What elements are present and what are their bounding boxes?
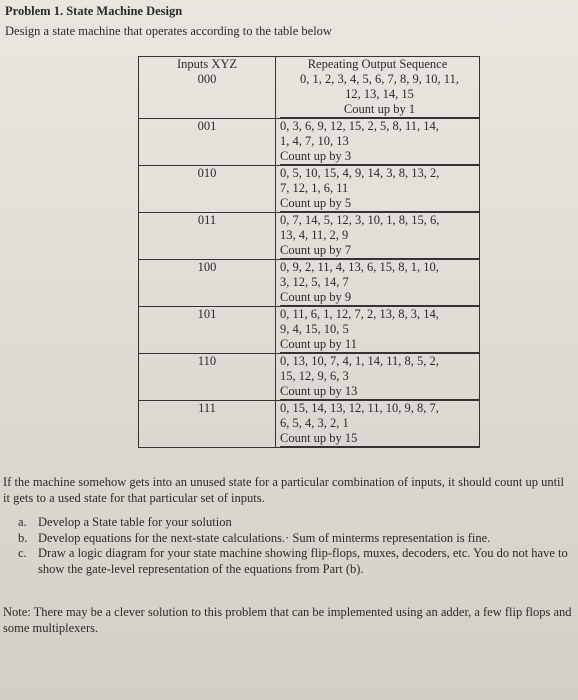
sequence-line: 15, 12, 9, 6, 3 bbox=[280, 369, 349, 383]
table-row bbox=[139, 213, 480, 260]
input-cell bbox=[139, 57, 276, 119]
output-cell bbox=[276, 166, 480, 213]
input-cell: 001 bbox=[139, 119, 276, 166]
sequence-line: 0, 1, 2, 3, 4, 5, 6, 7, 8, 9, 10, 11, bbox=[300, 72, 459, 86]
sequence-line: 1, 4, 7, 10, 13 bbox=[280, 134, 349, 148]
sequence-line: 0, 9, 2, 11, 4, 13, 6, 15, 8, 1, 10, bbox=[280, 260, 439, 274]
table-row bbox=[139, 401, 480, 448]
task-item-c bbox=[18, 546, 568, 577]
table-row bbox=[139, 119, 480, 166]
note-paragraph: Note: There may be a clever solution to this problem that can be implemented using an adder, a few flip flops and some multiplexers. bbox=[3, 605, 572, 635]
output-cell bbox=[276, 260, 480, 307]
count-label: Count up by 11 bbox=[280, 337, 479, 353]
task-text: Draw a logic diagram for your state machine showing flip-flops, muxes, decoders, etc. You do not have to show the gate-level representation of the equations from Part (b). bbox=[38, 546, 568, 576]
sequence-line: 3, 12, 5, 14, 7 bbox=[280, 275, 349, 289]
count-label: Count up by 15 bbox=[280, 431, 479, 447]
input-cell: 111 bbox=[139, 401, 276, 448]
sequence-line: 0, 3, 6, 9, 12, 15, 2, 5, 8, 11, 14, bbox=[280, 119, 439, 133]
count-label: Count up by 9 bbox=[280, 290, 479, 306]
task-text: Develop equations for the next-state calculations.· Sum of minterms representation is fine. bbox=[38, 530, 491, 545]
task-item-b bbox=[18, 531, 568, 547]
problem-title: Problem 1. State Machine Design bbox=[5, 4, 183, 18]
output-cell bbox=[276, 213, 480, 260]
sequence-table bbox=[138, 56, 480, 448]
table-row bbox=[139, 166, 480, 213]
count-label: Count up by 7 bbox=[280, 243, 479, 259]
sequence-line: 0, 13, 10, 7, 4, 1, 14, 11, 8, 5, 2, bbox=[280, 354, 439, 368]
output-header: Repeating Output Sequence bbox=[307, 57, 448, 71]
input-cell: 100 bbox=[139, 260, 276, 307]
count-label: Count up by 1 bbox=[280, 102, 479, 118]
task-list bbox=[18, 515, 568, 577]
output-cell bbox=[276, 57, 480, 119]
task-letter: c. bbox=[18, 546, 27, 560]
table-row bbox=[139, 260, 480, 307]
table-row bbox=[139, 57, 480, 119]
input-cell: 010 bbox=[139, 166, 276, 213]
sequence-line: 9, 4, 15, 10, 5 bbox=[280, 322, 349, 336]
count-label: Count up by 5 bbox=[280, 196, 479, 212]
sequence-line: 13, 4, 11, 2, 9 bbox=[280, 228, 349, 242]
table-row bbox=[139, 307, 480, 354]
task-letter: a. bbox=[18, 515, 27, 529]
task-text: Develop a State table for your solution bbox=[38, 515, 232, 529]
sequence-line: 0, 5, 10, 15, 4, 9, 14, 3, 8, 13, 2, bbox=[280, 166, 440, 180]
task-letter: b. bbox=[18, 530, 28, 545]
output-cell bbox=[276, 354, 480, 401]
sequence-line: 0, 15, 14, 13, 12, 11, 10, 9, 8, 7, bbox=[280, 401, 439, 415]
task-item-a bbox=[18, 515, 568, 531]
count-label: Count up by 3 bbox=[280, 149, 479, 165]
sequence-line: 0, 7, 14, 5, 12, 3, 10, 1, 8, 15, 6, bbox=[280, 213, 440, 227]
problem-intro: Design a state machine that operates according to the table below bbox=[5, 24, 332, 38]
unused-state-paragraph: If the machine somehow gets into an unused state for a particular combination of inputs, it should count up until it gets to a used state for that particular set of inputs. bbox=[3, 475, 564, 505]
sequence-line: 0, 11, 6, 1, 12, 7, 2, 13, 8, 3, 14, bbox=[280, 307, 439, 321]
sequence-line: 6, 5, 4, 3, 2, 1 bbox=[280, 416, 349, 430]
table-row bbox=[139, 354, 480, 401]
sequence-line: 12, 13, 14, 15 bbox=[345, 87, 414, 101]
inputs-header: Inputs XYZ bbox=[176, 57, 238, 71]
output-cell bbox=[276, 307, 480, 354]
output-cell bbox=[276, 119, 480, 166]
output-cell bbox=[276, 401, 480, 448]
count-label: Count up by 13 bbox=[280, 384, 479, 400]
input-value: 000 bbox=[197, 72, 217, 86]
input-cell: 110 bbox=[139, 354, 276, 401]
input-cell: 011 bbox=[139, 213, 276, 260]
input-cell: 101 bbox=[139, 307, 276, 354]
sequence-line: 7, 12, 1, 6, 11 bbox=[280, 181, 349, 195]
